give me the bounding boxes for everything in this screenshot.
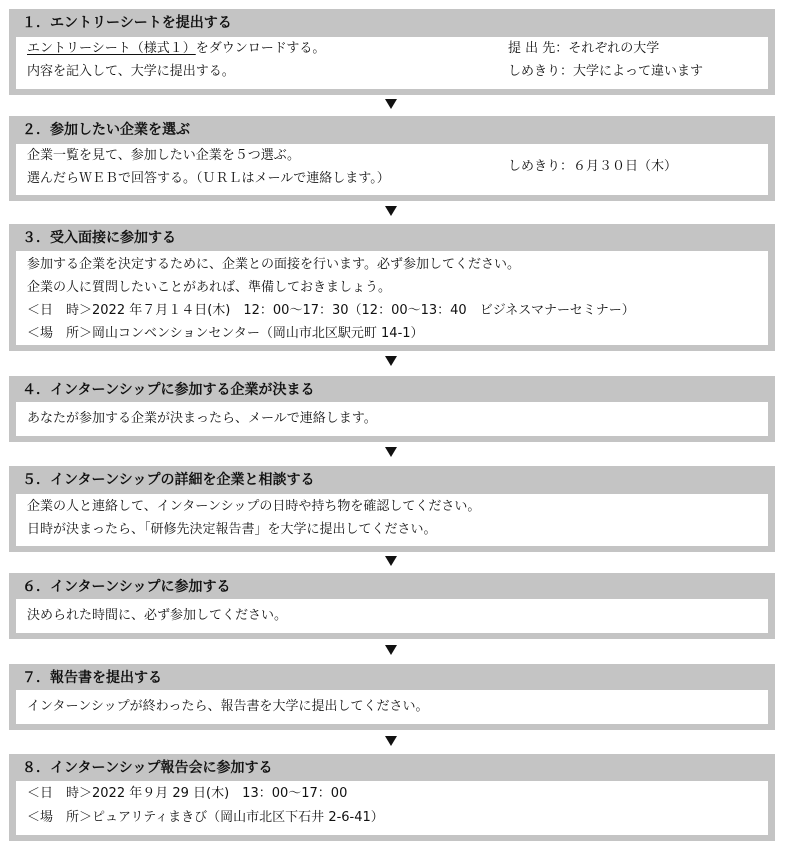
step-7-line-1: インターンシップが終わったら、報告書を大学に提出してください。: [27, 699, 429, 714]
down-arrow-icon: [385, 447, 397, 457]
step-4-line-1: あなたが参加する企業が決まったら、メールで連絡します。: [27, 411, 377, 426]
step-3-title: ３．受入面接に参加する: [22, 230, 176, 246]
step-8: [9, 754, 775, 841]
step-1-destination: 提 出 先：それぞれの大学: [508, 41, 660, 56]
step-1-deadline: しめきり：大学によって違います: [508, 64, 704, 79]
step-8-venue: ＜場 所＞ピュアリティまきび（岡山市北区下石井 2-6-41）: [27, 810, 384, 825]
step-1: [9, 9, 775, 95]
step-1-title: １．エントリーシートを提出する: [22, 15, 232, 31]
step-8-datetime: ＜日 時＞2022 年９月 29 日(木) 13：00～17：00: [27, 786, 348, 801]
step-2-title: ２．参加したい企業を選ぶ: [22, 122, 190, 138]
step-8-title: ８．インターンシップ報告会に参加する: [22, 760, 273, 776]
step-3-venue: ＜場 所＞岡山コンベンションセンター（岡山市北区駅元町 14-1）: [27, 326, 424, 341]
step-2-body: [16, 144, 768, 195]
step-7: [9, 664, 775, 730]
step-4-title: ４．インターンシップに参加する企業が決まる: [22, 382, 315, 398]
step-6: [9, 573, 775, 639]
down-arrow-icon: [385, 206, 397, 216]
down-arrow-icon: [385, 556, 397, 566]
step-3-line-2: 企業の人に質問したいことがあれば、準備しておきましょう。: [27, 280, 392, 295]
step-2-line-2: 選んだらＷＥＢで回答する。（ＵＲＬはメールで連絡します。）: [27, 171, 390, 186]
step-4-body: [16, 402, 768, 436]
step-3-body: [16, 251, 768, 345]
step-2-deadline: しめきり：６月３０日（木）: [508, 159, 678, 174]
step-3: [9, 224, 775, 351]
step-2: [9, 116, 775, 201]
step-8-body: [16, 781, 768, 835]
down-arrow-icon: [385, 645, 397, 655]
down-arrow-icon: [385, 736, 397, 746]
entry-sheet-download-link[interactable]: エントリーシート（様式１）: [27, 41, 196, 56]
step-5-line-2: 日時が決まったら、「研修先決定報告書」を大学に提出してください。: [27, 522, 437, 537]
step-6-title: ６．インターンシップに参加する: [22, 579, 231, 595]
step-1-body: [16, 37, 768, 89]
step-2-line-1: 企業一覧を見て、参加したい企業を５つ選ぶ。: [27, 148, 301, 163]
step-1-line-2: 内容を記入して、大学に提出する。: [27, 64, 235, 79]
step-5-body: [16, 494, 768, 546]
step-4: [9, 376, 775, 442]
step-1-line-1-suffix: をダウンロードする。: [195, 41, 326, 56]
step-5-line-1: 企業の人と連絡して、インターンシップの日時や持ち物を確認してください。: [27, 499, 481, 514]
step-5: [9, 466, 775, 552]
step-3-line-1: 参加する企業を決定するために、企業との面接を行います。必ず参加してください。: [27, 257, 520, 272]
step-5-title: ５．インターンシップの詳細を企業と相談する: [22, 472, 315, 488]
step-3-datetime: ＜日 時＞2022 年７月１４日(木) 12：00～17：30（12：00～13：40 ビジネスマナーセミナー）: [27, 303, 635, 318]
step-6-line-1: 決められた時間に、必ず参加してください。: [27, 608, 288, 623]
step-7-body: [16, 690, 768, 724]
down-arrow-icon: [385, 356, 397, 366]
step-6-body: [16, 599, 768, 633]
step-7-title: ７．報告書を提出する: [22, 670, 162, 686]
down-arrow-icon: [385, 99, 397, 109]
